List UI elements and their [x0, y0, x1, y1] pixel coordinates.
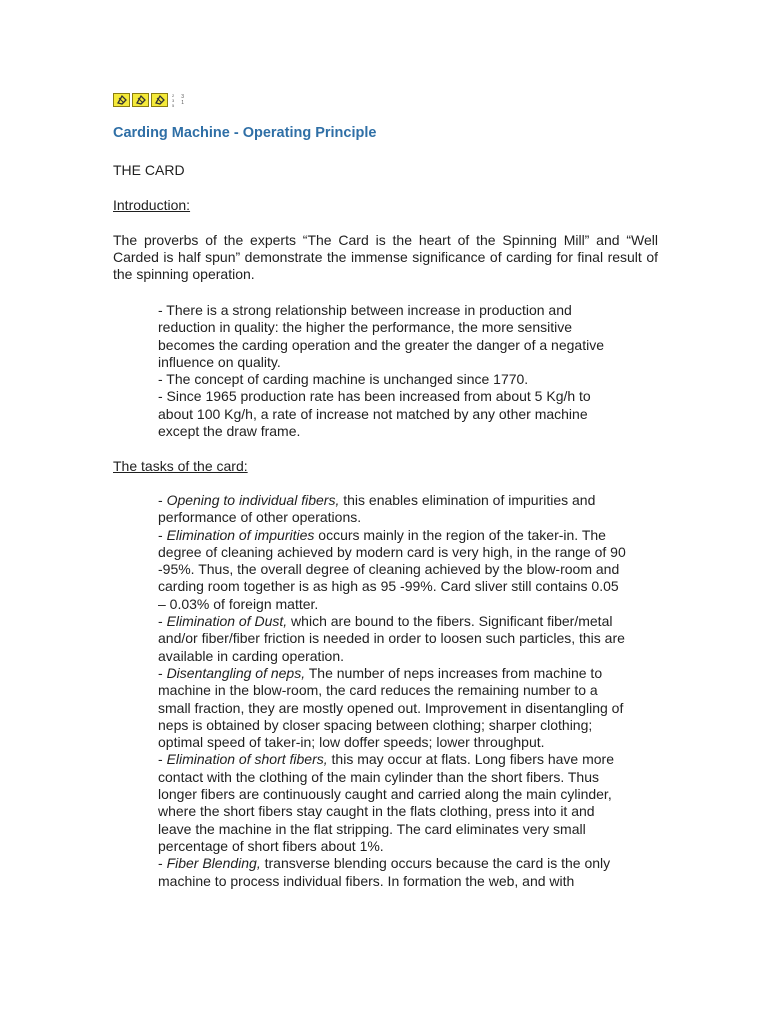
- list-item: - Elimination of short fibers, this may occur at flats. Long fibers have more contact with the clothing of the main cylinder than the short fibers. Thus longer fibers are continuously caught and carried along the main cylinder, where the short fibers stay caught in the flats clothing, press into it and leave the machine in the flat stripping. The card eliminates very small percentage of short fibers about 1%.: [158, 751, 614, 854]
- logo-digit: 1: [181, 100, 185, 106]
- task-term: Elimination of impurities: [166, 526, 315, 543]
- list-item: - Elimination of impurities occurs mainly in the region of the taker-in. The degree of cleaning achieved by modern card is very high, in the range of 90 -95%. Thus, the overall degree of cleaning achieved by the blow-room and carding room together is as high as 95 -99%. Card sliver still contains 0.05 – 0.03% of foreign matter.: [158, 526, 626, 612]
- section-title: THE CARD: [113, 162, 185, 178]
- logo-digit: 3: [181, 94, 185, 100]
- intro-paragraph: The proverbs of the experts “The Card is the heart of the Spinning Mill” and “Well Carded is half spun” demonstrate the immense significance of carding for final result of the spinning operation.: [113, 232, 658, 283]
- logo-tile-icon: [151, 93, 168, 107]
- document-title: Carding Machine - Operating Principle: [113, 125, 377, 141]
- list-item: - The concept of carding machine is unchanged since 1770.: [158, 371, 529, 388]
- logo-small-text: [172, 93, 174, 108]
- tasks-list: [158, 492, 628, 890]
- task-term: Disentangling of neps,: [166, 664, 306, 681]
- logo-tile-icon: [113, 93, 130, 107]
- list-item: - Disentangling of neps, The number of neps increases from machine to machine in the blow-room, the card reduces the remaining number to a small fraction, they are mostly opened out. Improvement in disentangling of neps is obtained by closer spacing between clothing; sharper clothing; optimal speed of taker-in; low doffer speeds; lower throughput.: [158, 664, 624, 751]
- task-term: Elimination of Dust,: [166, 613, 288, 630]
- logo-digit: 2: [172, 92, 175, 98]
- tasks-heading: The tasks of the card:: [113, 458, 248, 474]
- intro-heading: Introduction:: [113, 197, 191, 213]
- list-item: - Fiber Blending, transverse blending occurs because the card is the only machine to process individual fibers. In formation the web, and with: [158, 855, 611, 889]
- list-item: - There is a strong relationship between increase in production and reduction in quality: the higher the performance, the more sensitive becomes the carding operation and the greater the danger of a negative influence on quality.: [158, 302, 604, 370]
- list-item: - Since 1965 production rate has been increased from about 5 Kg/h to about 100 Kg/h, a rate of increase not matched by any other machine except the draw frame.: [158, 388, 591, 440]
- logo-small-text: [181, 94, 184, 106]
- intro-points-list: [158, 302, 628, 440]
- logo-digit: 3: [172, 97, 175, 103]
- logo-tile-icon: [132, 93, 149, 107]
- list-item: - Elimination of Dust, which are bound to the fibers. Significant fiber/metal and/or fiber/fiber friction is needed in order to loosen such particles, this are available in carding operation.: [158, 613, 625, 664]
- logo-digit: 5: [172, 102, 175, 108]
- list-item: - Opening to individual fibers, this enables elimination of impurities and performance of other operations.: [158, 492, 596, 526]
- task-term: Opening to individual fibers,: [166, 492, 340, 508]
- task-term: Fiber Blending,: [166, 855, 261, 872]
- publisher-logo-icon: [113, 92, 184, 108]
- task-term: Elimination of short fibers,: [166, 751, 328, 768]
